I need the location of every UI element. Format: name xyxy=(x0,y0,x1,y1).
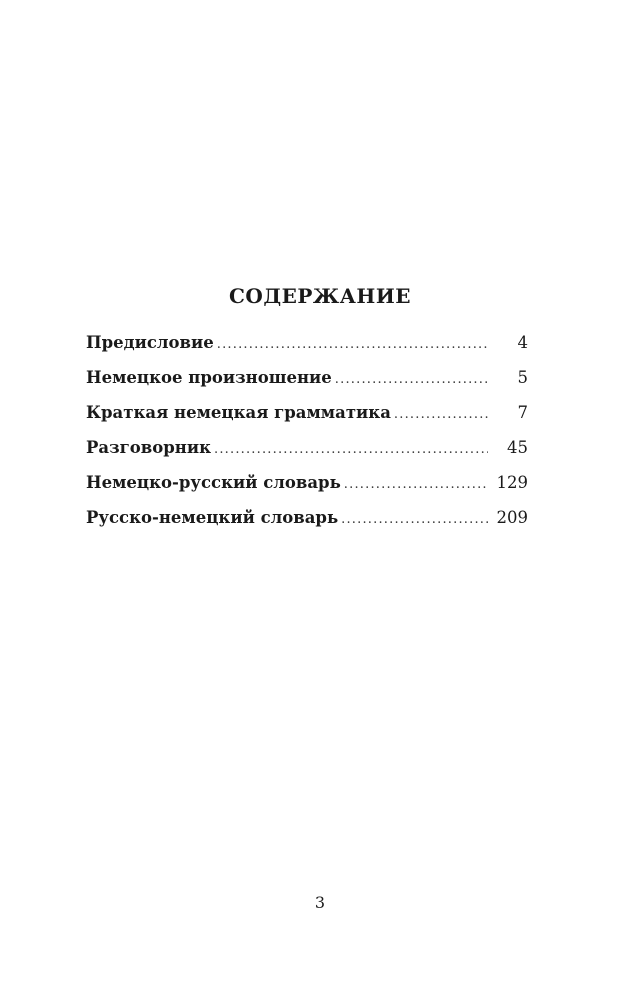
toc-entry-label: Предисловие xyxy=(86,333,214,352)
page-number: 3 xyxy=(314,893,326,912)
toc-list xyxy=(86,333,528,543)
toc-entry xyxy=(86,333,528,368)
toc-entry xyxy=(86,368,528,403)
toc-entry-page: 209 xyxy=(496,508,528,527)
toc-entry-label: Немецкое произношение xyxy=(86,368,332,387)
toc-entry xyxy=(86,473,528,508)
toc-entry-label: Русско-немецкий словарь xyxy=(86,508,339,527)
toc-entry-page: 4 xyxy=(517,333,528,352)
toc-leader-dots xyxy=(214,442,488,457)
toc-entry-page: 45 xyxy=(507,438,528,457)
toc-leader-dots xyxy=(344,477,488,492)
toc-entry-label: Краткая немецкая грамматика xyxy=(86,403,391,422)
toc-entry-page: 129 xyxy=(496,473,528,492)
toc-leader-dots xyxy=(341,512,488,527)
toc-title: СОДЕРЖАНИЕ xyxy=(229,284,411,308)
toc-leader-dots xyxy=(335,372,488,387)
toc-entry xyxy=(86,508,528,543)
toc-entry-page: 5 xyxy=(517,368,528,387)
toc-entry-label: Немецко-русский словарь xyxy=(86,473,341,492)
toc-leader-dots xyxy=(217,337,488,352)
toc-entry xyxy=(86,403,528,438)
toc-entry-page: 7 xyxy=(517,403,528,422)
toc-entry xyxy=(86,438,528,473)
toc-leader-dots xyxy=(394,407,488,422)
toc-entry-label: Разговорник xyxy=(86,438,211,457)
